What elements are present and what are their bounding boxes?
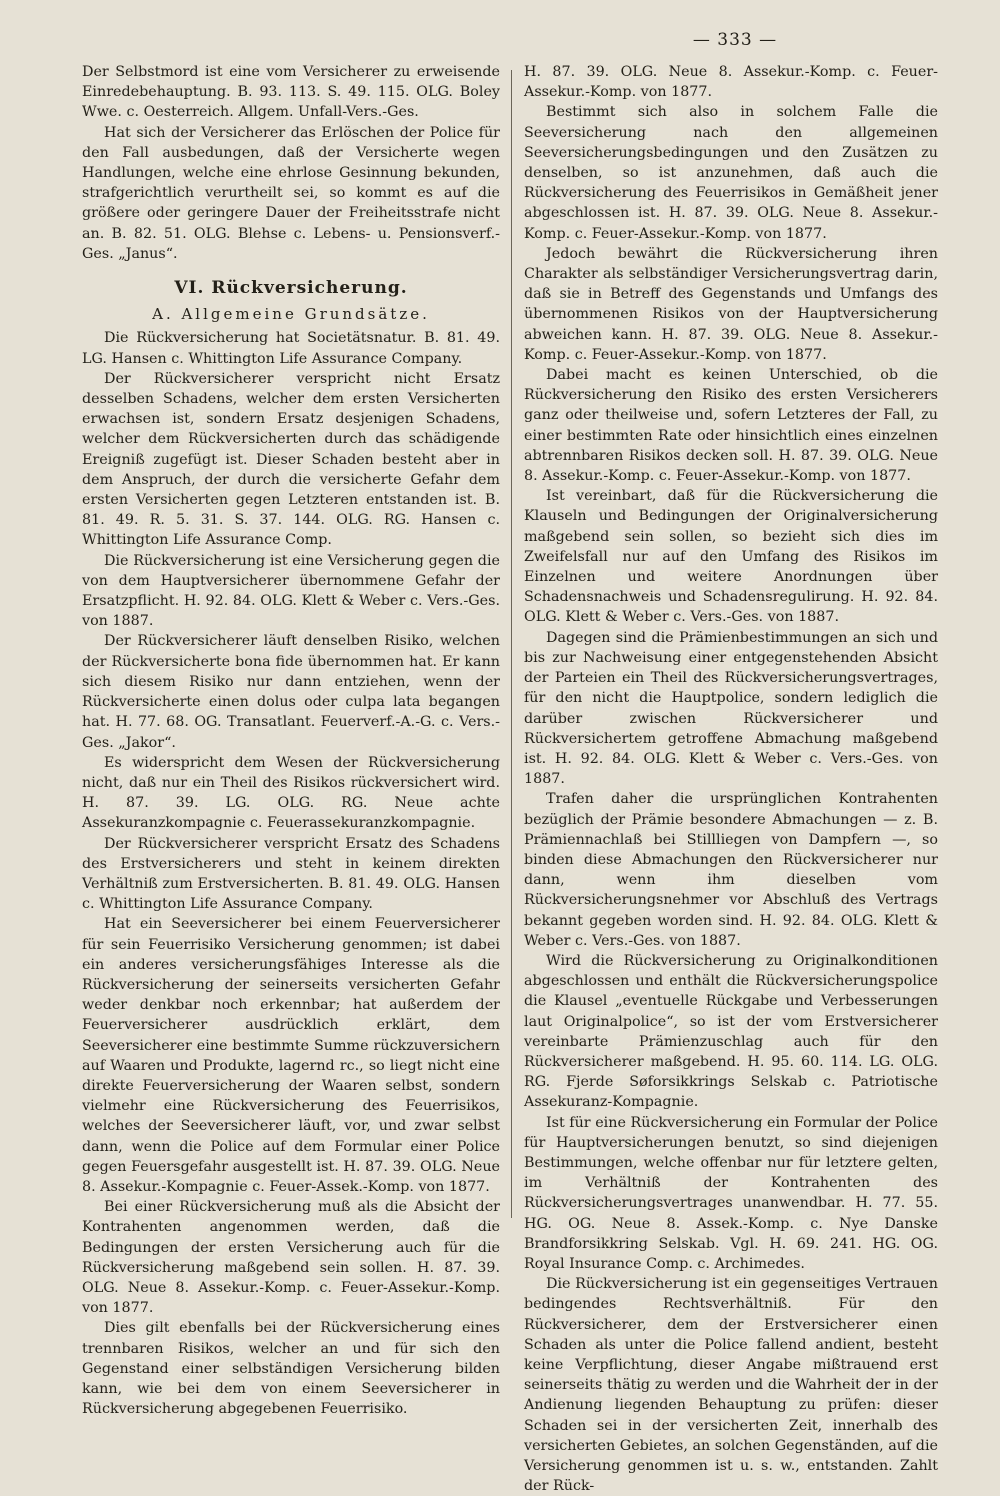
page-number: — 333 — — [692, 30, 778, 50]
paragraph: Dabei macht es keinen Unterschied, ob die Rückversicherung den Risiko des ersten Versicherers ganz oder theilweise und, sofern Letzteres der Fall, zu einer bestimmten Rate oder hinsichtlich eines einzelnen abtrennbaren Risikos decken soll. H. 87. 39. OLG. Neue 8. Assekur.-Komp. c. Feuer-Assekur.-Komp. von 1877. — [524, 367, 938, 485]
paragraph: Der Rückversicherer verspricht Ersatz des Schadens des Erstversicherers und steht in keinem direkten Verhältniß zum Erstversicherten. B. 81. 49. OLG. Hansen c. Whittington Life Assurance Company. — [82, 835, 500, 913]
paragraph: Hat ein Seeversicherer bei einem Feuerversicherer für sein Feuerrisiko Versicherung genommen; ist dabei ein anderes versicherungsfähiges Interesse als die Rückversicherung der seinerseits versicherten Gefahr weder denkbar noch erkennbar; hat außerdem der Feuerversicherer ausdrücklich erklärt, dem Seeversicherer eine bestimmte Summe rückzuversichern auf Waaren und Produkte, lagernd rc., so liegt nicht eine direkte Feuerversicherung der Waaren selbst, sondern vielmehr eine Rückversicherung des Feuerrisikos, welches der Seeversicherer läuft, vor, und zwar selbst dann, wenn die Police auf dem Formular einer Police gegen Feuersgefahr ausgestellt ist. H. 87. 39. OLG. Neue 8. Assekur.-Kompagnie c. Feuer-Assek.-Komp. von 1877. — [82, 916, 500, 1195]
paragraph: Es widerspricht dem Wesen der Rückversicherung nicht, daß nur ein Theil des Risikos rückversichert wird. H. 87. 39. LG. OLG. RG. Neue achte Assekuranzkompagnie c. Feuerassekuranzkompagnie. — [82, 754, 500, 832]
paragraph-continuation: H. 87. 39. OLG. Neue 8. Assekur.-Komp. c. Feuer-Assekur.-Komp. von 1877. — [524, 64, 938, 101]
paragraph: Hat sich der Versicherer das Erlöschen der Police für den Fall ausbedungen, daß der Versicherte wegen Handlungen, welche eine ehrlose Gesinnung bekunden, strafgerichtlich verurtheilt sei, so kommt es auf die größere oder geringere Dauer der Freiheitsstrafe nicht an. B. 82. 51. OLG. Blehse c. Lebens- u. Pensionsverf.-Ges. „Janus“. — [82, 124, 500, 262]
paragraph: Ist für eine Rückversicherung ein Formular der Police für Hauptversicherungen benutzt, so sind diejenigen Bestimmungen, welche offenbar nur für letztere gelten, im Verhältniß der Kontrahenten des Rückversicherungsvertrages unanwendbar. H. 77. 55. HG. OG. Neue 8. Assek.-Komp. c. Nye Danske Brandforsikkring Selskab. Vgl. H. 69. 241. HG. OG. Royal Insurance Comp. c. Archimedes. — [524, 1114, 938, 1272]
paragraph: Trafen daher die ursprünglichen Kontrahenten bezüglich der Prämie besondere Abmachungen — z. B. Prämiennachlaß bei Stillliegen von Dampfern —, so binden diese Abmachungen den Rückversicherer nur dann, wenn ihm dieselben vom Rückversicherungsnehmer vor Abschluß des Vertrags bekannt gegeben worden sind. H. 92. 84. OLG. Klett & Weber c. Vers.-Ges. von 1887. — [524, 791, 938, 949]
paragraph: Dies gilt ebenfalls bei der Rückversicherung eines trennbaren Risikos, welcher an und für sich den Gegenstand einer selbständigen Versicherung bilden kann, wie bei dem von einem Seeversicherer in Rückversicherung abgegebenen Feuerrisiko. — [82, 1320, 500, 1418]
paragraph: Jedoch bewährt die Rückversicherung ihren Charakter als selbständiger Versicherungsvertrag darin, daß sie in Betreff des Gegenstands und Umfangs des übernommenen Risikos von der Hauptversicherung abweichen kann. H. 87. 39. OLG. Neue 8. Assekur.-Komp. c. Feuer-Assekur.-Komp. von 1877. — [524, 245, 938, 363]
paragraph: Der Selbstmord ist eine vom Versicherer zu erweisende Einredebehauptung. B. 93. 113. S. 49. 115. OLG. Boley Wwe. c. Oesterreich. Allgem. Unfall-Vers.-Ges. — [82, 64, 500, 121]
column-divider — [511, 70, 512, 1218]
paragraph: Die Rückversicherung ist ein gegenseitiges Vertrauen bedingendes Rechtsverhältniß. Für den Rückversicherer, dem der Erstversicherer einen Schaden als unter die Police fallend andient, besteht keine Verpflichtung, dieser Angabe mißtrauend erst seinerseits thätig zu werden und die Wahrheit der in der Andienung liegenden Behauptung zu prüfen: dieser Schaden sei in der versicherten Zeit, innerhalb des versicherten Gebietes, an solchen Gegenständen, auf die Versicherung genommen ist u. s. w., entstanden. Zahlt der Rück- — [524, 1276, 938, 1495]
paragraph: Die Rückversicherung hat Societätsnatur. B. 81. 49. LG. Hansen c. Whittington Life Assurance Company. — [82, 330, 500, 367]
paragraph: Bestimmt sich also in solchem Falle die Seeversicherung nach den allgemeinen Seeversicherungsbedingungen und den Zusätzen zu denselben, so ist anzunehmen, daß auch die Rückversicherung des Feuerrisikos in Gemäßheit jener abgeschlossen ist. H. 87. 39. OLG. Neue 8. Assekur.-Komp. c. Feuer-Assekur.-Komp. von 1877. — [524, 104, 938, 242]
paragraph: Dagegen sind die Prämienbestimmungen an sich und bis zur Nachweisung einer entgegenstehenden Absicht der Parteien ein Theil des Rückversicherungsvertrages, für den nicht die Hauptpolice, sondern lediglich die darüber zwischen Rückversicherer und Rückversichertem getroffene Abmachung maßgebend ist. H. 92. 84. OLG. Klett & Weber c. Vers.-Ges. von 1887. — [524, 629, 938, 788]
sub-heading: A. Allgemeine Grundsätze. — [152, 305, 430, 324]
paragraph: Der Rückversicherer läuft denselben Risiko, welchen der Rückversicherte bona fide übernommen hat. Er kann sich diesem Risiko nur dann entziehen, wenn der Rückversicherte einen dolus oder culpa lata begangen hat. H. 77. 68. OG. Transatlant. Feuerverf.-A.-G. c. Vers.-Ges. „Jakor“. — [82, 633, 500, 751]
paragraph: Ist vereinbart, daß für die Rückversicherung die Klauseln und Bedingungen der Originalversicherung maßgebend sein sollen, so bezieht sich dies im Zweifelsfall nur auf den Umfang des Risikos im Einzelnen und weitere Anordnungen über Schadensnachweis und Schadensregulirung. H. 92. 84. OLG. Klett & Weber c. Vers.-Ges. von 1887. — [524, 488, 938, 626]
paragraph: Bei einer Rückversicherung muß als die Absicht der Kontrahenten angenommen werden, daß die Bedingungen der ersten Versicherung auch für die Rückversicherung maßgebend sein sollen. H. 87. 39. OLG. Neue 8. Assekur.-Komp. c. Feuer-Assekur.-Komp. von 1877. — [82, 1199, 500, 1317]
left-column — [82, 62, 500, 1419]
paragraph: Die Rückversicherung ist eine Versicherung gegen die von dem Hauptversicherer übernommene Gefahr der Ersatzpflicht. H. 92. 84. OLG. Klett & Weber c. Vers.-Ges. von 1887. — [82, 552, 500, 630]
paragraph: Wird die Rückversicherung zu Originalkonditionen abgeschlossen und enthält die Rückversicherungspolice die Klausel „eventuelle Rückgabe und Verbesserungen laut Originalpolice“, so ist der vom Erstversicherer vereinbarte Prämienzuschlag auch für den Rückversicherer maßgebend. H. 95. 60. 114. LG. OLG. RG. Fjerde Søforsikkrings Selskab c. Patriotische Assekuranz-Kompagnie. — [524, 952, 938, 1111]
right-column — [524, 62, 938, 1496]
paragraph: Der Rückversicherer verspricht nicht Ersatz desselben Schadens, welcher dem ersten Versicherten erwachsen ist, sondern Ersatz desjenigen Schadens, welcher dem Rückversicherten durch das schädigende Ereigniß zugefügt ist. Dieser Schaden besteht aber in dem Anspruch, der durch die versicherte Gefahr dem ersten Versicherten gegen Letzteren entstanden ist. B. 81. 49. R. 5. 31. S. 37. 144. OLG. RG. Hansen c. Whittington Life Assurance Comp. — [82, 370, 500, 549]
section-heading: VI. Rückversicherung. — [174, 278, 408, 299]
